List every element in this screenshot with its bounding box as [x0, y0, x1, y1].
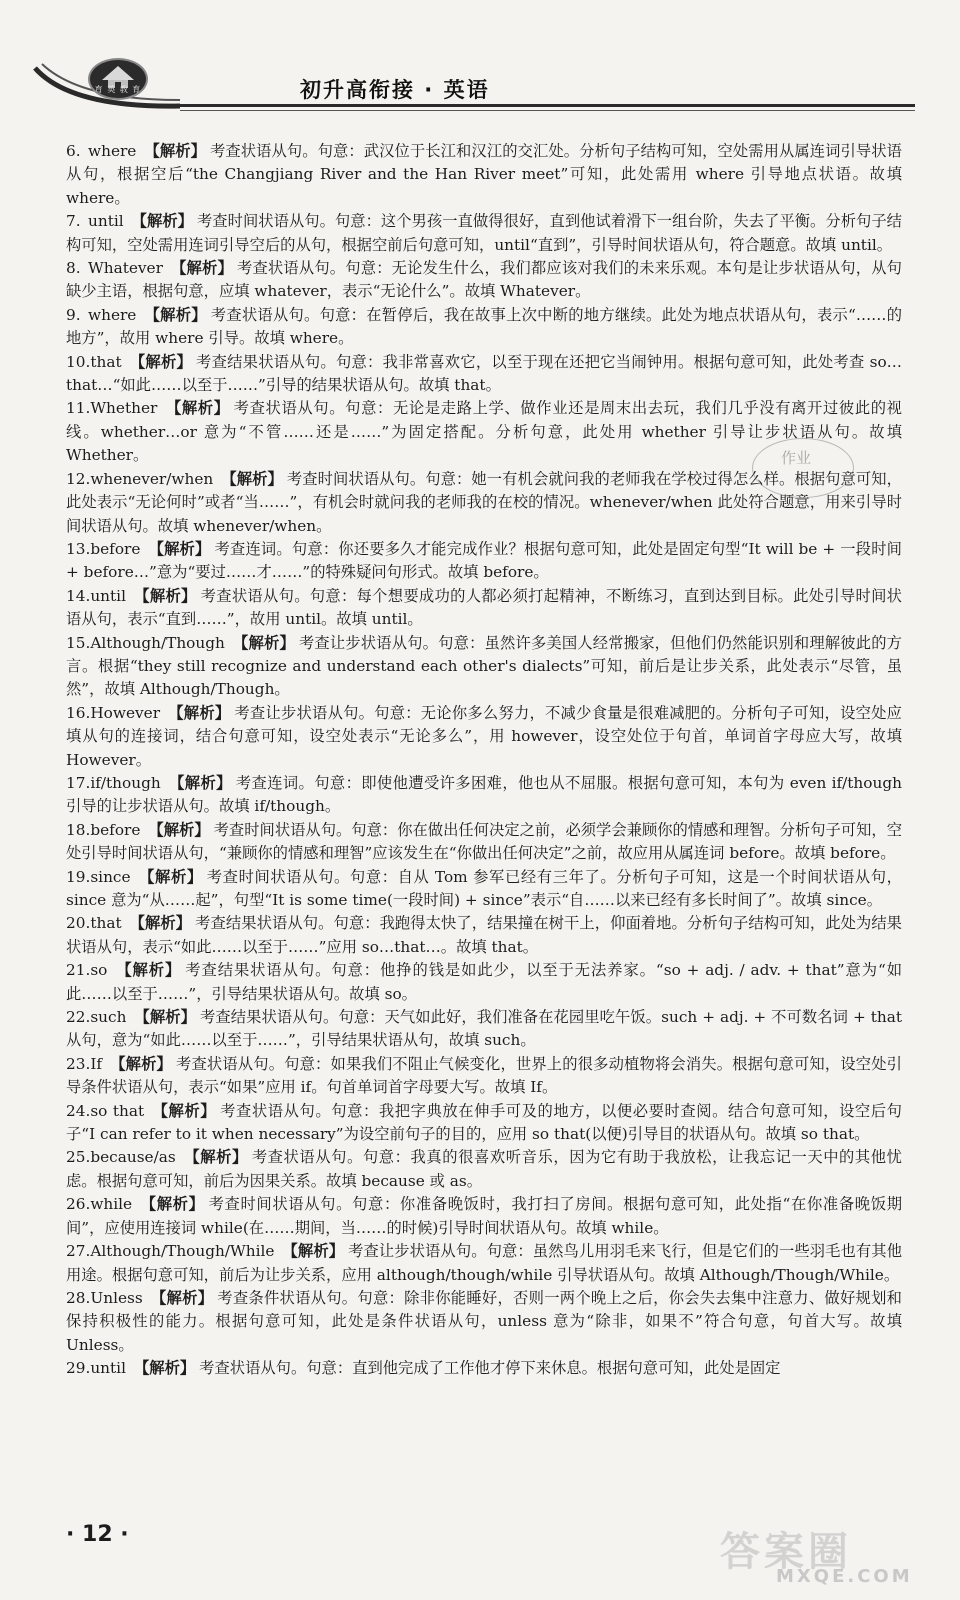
- answer-number: 6.: [66, 142, 81, 160]
- answer-number: 14.: [66, 586, 91, 605]
- answer-value: before: [90, 820, 141, 839]
- header-rule: [180, 104, 915, 107]
- answer-number: 13.: [66, 539, 91, 558]
- answer-number: 11.: [66, 399, 91, 418]
- answer-value: since: [90, 867, 131, 886]
- analysis-text: 考查状语从句。句意：武汉位于长江和汉江的交汇处。分析句子结构可知，空处需用从属连词引导状语从句，根据空后“the Changjiang River and the Han River meet”可知，此处需用 where 引导地点状语。故填 where。: [66, 142, 902, 207]
- answer-value: while: [90, 1195, 133, 1214]
- answer-number: 15.: [66, 633, 91, 652]
- answer-number: 17.: [66, 773, 91, 792]
- analysis-tag: 【解析】: [133, 1359, 196, 1378]
- analysis-tag: 【解析】: [148, 820, 210, 839]
- answer-value: until: [88, 212, 124, 231]
- analysis-tag: 【解析】: [131, 212, 193, 231]
- analysis-text: 考查状语从句。句意：无论是走路上学、做作业还是周末出去玩，我们几乎没有离开过彼此的视线。whether…or 意为“不管……还是……”为固定搭配。分析句意，此处用 whether 引导让步状语从句。故填 Whether。: [66, 399, 902, 465]
- answer-value: Unless: [90, 1288, 143, 1307]
- answer-value: until: [90, 586, 126, 605]
- answer-number: 10.: [66, 352, 91, 371]
- answer-value: that: [90, 914, 122, 933]
- analysis-tag: 【解析】: [168, 703, 231, 722]
- analysis-text: 考查时间状语从句。句意：自从 Tom 参军已经有三年了。分析句子可知，这是一个时间状语从句，since 意为“从……起”，句型“It is some time(一段时间) + since”表示“自……以来已经有多长时间了”。故填 since。: [66, 867, 902, 909]
- analysis-tag: 【解析】: [183, 1148, 248, 1167]
- analysis-tag: 【解析】: [282, 1242, 345, 1261]
- analysis-tag: 【解析】: [129, 352, 193, 371]
- analysis-text: 考查时间状语从句。句意：她一有机会就问我的老师我在学校过得怎么样。根据句意可知，此处表示“无论何时”或者“当……”，有机会时就问我的老师我的在校的情况。whenever/when 此处符合题意，用来引导时间状语从句。故填 whenever/when。: [66, 469, 902, 535]
- answer-value: If: [90, 1054, 103, 1073]
- answer-item: [66, 351, 902, 398]
- answer-item: [66, 1193, 902, 1240]
- analysis-tag: 【解析】: [152, 1101, 217, 1120]
- analysis-tag: 【解析】: [133, 586, 197, 605]
- answer-number: 24.: [66, 1101, 91, 1120]
- answer-item: [66, 1146, 902, 1193]
- answer-item: [66, 959, 902, 1006]
- answer-item: [66, 140, 902, 210]
- answer-number: 18.: [66, 820, 91, 839]
- answer-item: [66, 866, 902, 913]
- answer-value: Whether: [90, 399, 158, 418]
- analysis-tag: 【解析】: [134, 1008, 197, 1027]
- header-rule-thin: [180, 110, 915, 111]
- analysis-tag: 【解析】: [138, 867, 203, 886]
- answer-value: because/as: [90, 1148, 176, 1167]
- analysis-text: 考查状语从句。句意：我真的很喜欢听音乐，因为它有助于我放松，让我忘记一天中的其他忧虑。根据句意可知，前后为因果关系。故填 because 或 as。: [66, 1148, 902, 1190]
- answer-number: 21.: [66, 961, 91, 980]
- watermark-logo-text: 答案圈: [720, 1529, 852, 1575]
- page-header: [0, 0, 960, 120]
- answer-item: [66, 1100, 902, 1147]
- answer-item: [66, 257, 902, 304]
- answer-item: [66, 912, 902, 959]
- analysis-tag: 【解析】: [221, 469, 283, 488]
- answer-number: 7.: [66, 212, 81, 231]
- analysis-text: 考查状语从句。句意：每个想要成功的人都必须打起精神，不断练习，直到达到目标。此处引导时间状语从句，表示“直到……”，故用 until。故填 until。: [66, 586, 902, 629]
- answer-value: before: [90, 539, 141, 558]
- homework-stamp: [752, 438, 854, 498]
- answer-item: [66, 702, 902, 772]
- analysis-text: 考查条件状语从句。句意：除非你能睡好，否则一两个晚上之后，你会失去集中注意力、做好规划和保持积极性的能力。根据句意可知，此处是条件状语从句，unless 意为“除非，如果不”符合句意，句首大写。故填 Unless。: [66, 1288, 902, 1354]
- analysis-text: 考查让步状语从句。句意：无论你多么努力，不减少食量是很难减肥的。分析句子可知，设空处应填从句的连接词，结合句意可知，设空处表示“无论多么”，用 however，设空处位于句首，单词首字母应大写，故填 However。: [66, 703, 902, 769]
- answer-number: 26.: [66, 1195, 91, 1214]
- analysis-tag: 【解析】: [168, 773, 232, 792]
- answer-value: if/though: [90, 773, 161, 792]
- answer-item: [66, 304, 902, 351]
- publisher-logo: [88, 58, 148, 100]
- analysis-text: 考查状语从句。句意：如果我们不阻止气候变化，世界上的很多动植物将会消失。根据句意可知，设空处引导条件状语从句，表示“如果”应用 if。句首单词首字母要大写。故填 If。: [66, 1054, 902, 1097]
- analysis-tag: 【解析】: [144, 142, 206, 160]
- answer-item: [66, 1357, 902, 1380]
- answer-number: 19.: [66, 867, 91, 886]
- answer-item: [66, 772, 902, 819]
- analysis-tag: 【解析】: [150, 1288, 214, 1307]
- answer-item: [66, 632, 902, 702]
- watermark-url: MXQE.COM: [776, 1566, 913, 1587]
- answer-value: that: [90, 352, 122, 371]
- analysis-text: 考查结果状语从句。句意：天气如此好，我们准备在花园里吃午饭。such + adj. + 不可数名词 + that 从句，意为“如此……以至于……”，引导结果状语从句，故填 such。: [66, 1008, 902, 1050]
- answer-number: 8.: [66, 259, 81, 278]
- answer-number: 23.: [66, 1054, 91, 1073]
- answer-item: [66, 1006, 902, 1053]
- answer-list: [66, 140, 902, 1381]
- answer-value: whenever/when: [90, 469, 214, 488]
- answer-value: so: [90, 961, 108, 980]
- answer-item: [66, 1240, 902, 1287]
- answer-number: 28.: [66, 1288, 91, 1307]
- analysis-text: 考查让步状语从句。句意：虽然鸟儿用羽毛来飞行，但是它们的一些羽毛也有其他用途。根据句意可知，前后为让步关系，应用 although/though/while 引导状语从句。故填 Although/Though/While。: [66, 1242, 902, 1284]
- answer-value: so that: [90, 1101, 145, 1120]
- answer-number: 16.: [66, 703, 91, 722]
- site-watermark: [720, 1520, 950, 1590]
- answer-value: where: [88, 142, 137, 160]
- stamp-text: 作业: [781, 449, 812, 467]
- page-number: · 12 ·: [66, 1522, 129, 1547]
- analysis-text: 考查时间状语从句。句意：你准备晚饭时，我打扫了房间。根据句意可知，此处指“在你准备晚饭期间”，应使用连接词 while(在……期间，当……的时候)引导时间状语从句。故填 while。: [66, 1195, 902, 1237]
- answer-value: until: [90, 1359, 126, 1378]
- answer-item: [66, 585, 902, 632]
- analysis-text: 考查结果状语从句。句意：他挣的钱是如此少，以至于无法养家。“so + adj. / adv. + that”意为“如此……以至于……”，引导结果状语从句。故填 so。: [66, 961, 902, 1003]
- analysis-tag: 【解析】: [115, 961, 182, 980]
- answer-value: such: [90, 1008, 127, 1027]
- answer-number: 12.: [66, 469, 91, 488]
- analysis-text: 考查让步状语从句。句意：虽然许多美国人经常搬家，但他们仍然能识别和理解彼此的方言。根据“they still recognize and understand each other's dialects”可知，前后是让步关系，此处表示“尽管，虽然”，故填 Although/Though。: [66, 633, 902, 699]
- analysis-text: 考查状语从句。句意：我把字典放在伸手可及的地方，以便必要时查阅。结合句意可知，设空后句子“I can refer to it when necessary”为设空前句子的目的，应用 so that(以便)引导目的状语从句。故填 so that。: [66, 1101, 902, 1144]
- answer-number: 22.: [66, 1008, 91, 1027]
- analysis-tag: 【解析】: [165, 399, 230, 418]
- answer-value: where: [88, 305, 137, 324]
- answer-item: [66, 1053, 902, 1100]
- answer-number: 27.: [66, 1242, 91, 1261]
- analysis-text: 考查状语从句。句意：直到他完成了工作他才停下来休息。根据句意可知，此处是固定: [199, 1359, 781, 1378]
- answer-item: [66, 538, 902, 585]
- answer-number: 25.: [66, 1148, 91, 1167]
- analysis-tag: 【解析】: [232, 633, 295, 652]
- answer-value: Whatever: [88, 259, 163, 278]
- analysis-text: 考查时间状语从句。句意：你在做出任何决定之前，必须学会兼顾你的情感和理智。分析句子可知，空处引导时间状语从句，“兼顾你的情感和理智”应该发生在“你做出任何决定”之前，故应用从属连词 before。故填 before。: [66, 820, 902, 863]
- analysis-tag: 【解析】: [110, 1054, 172, 1073]
- answer-item: [66, 819, 902, 866]
- answer-value: Although/Though: [90, 633, 225, 652]
- answer-number: 20.: [66, 914, 91, 933]
- answer-number: 9.: [66, 305, 81, 324]
- answer-number: 29.: [66, 1359, 91, 1378]
- analysis-text: 考查连词。句意：你还要多久才能完成作业？根据句意可知，此处是固定句型“It will be + 一段时间 + before…”意为“要过……才……”的特殊疑问句形式。故填 before。: [66, 539, 902, 582]
- page-title: 初升高衔接 · 英语: [300, 78, 490, 102]
- analysis-text: 考查状语从句。句意：在暂停后，我在故事上次中断的地方继续。此处为地点状语从句，表示“……的地方”，故用 where 引导。故填 where。: [66, 305, 902, 348]
- logo-text: 育 英 教 育: [94, 85, 142, 94]
- analysis-text: 考查结果状语从句。句意：我非常喜欢它，以至于现在还把它当闹钟用。根据句意可知，此处考查 so…that…“如此……以至于……”引导的结果状语从句。故填 that。: [66, 352, 902, 395]
- analysis-tag: 【解析】: [129, 914, 192, 933]
- analysis-tag: 【解析】: [170, 259, 233, 278]
- analysis-tag: 【解析】: [144, 305, 207, 324]
- answer-value: However: [90, 703, 161, 722]
- analysis-text: 考查时间状语从句。句意：这个男孩一直做得很好，直到他试着滑下一组台阶，失去了平衡。分析句子结构可知，空处需用连词引导空后的从句，根据空前后句意可知，until“直到”，引导时间状语从句，符合题意。故填 until。: [66, 212, 902, 254]
- answer-item: [66, 1287, 902, 1357]
- analysis-text: 考查状语从句。句意：无论发生什么，我们都应该对我们的未来乐观。本句是让步状语从句，从句缺少主语，根据句意，应填 whatever，表示“无论什么”。故填 Whatever。: [66, 259, 902, 301]
- analysis-tag: 【解析】: [148, 539, 211, 558]
- analysis-text: 考查连词。句意：即使他遭受许多困难，他也从不屈服。根据句意可知，本句为 even if/though 引导的让步状语从句。故填 if/though。: [66, 773, 902, 816]
- answer-value: Although/Though/While: [90, 1242, 275, 1261]
- analysis-text: 考查结果状语从句。句意：我跑得太快了，结果撞在树干上，仰面着地。分析句子结构可知，此处为结果状语从句，表示“如此……以至于……”应用 so…that…。故填 that。: [66, 914, 902, 956]
- analysis-tag: 【解析】: [140, 1195, 205, 1214]
- answer-item: [66, 210, 902, 257]
